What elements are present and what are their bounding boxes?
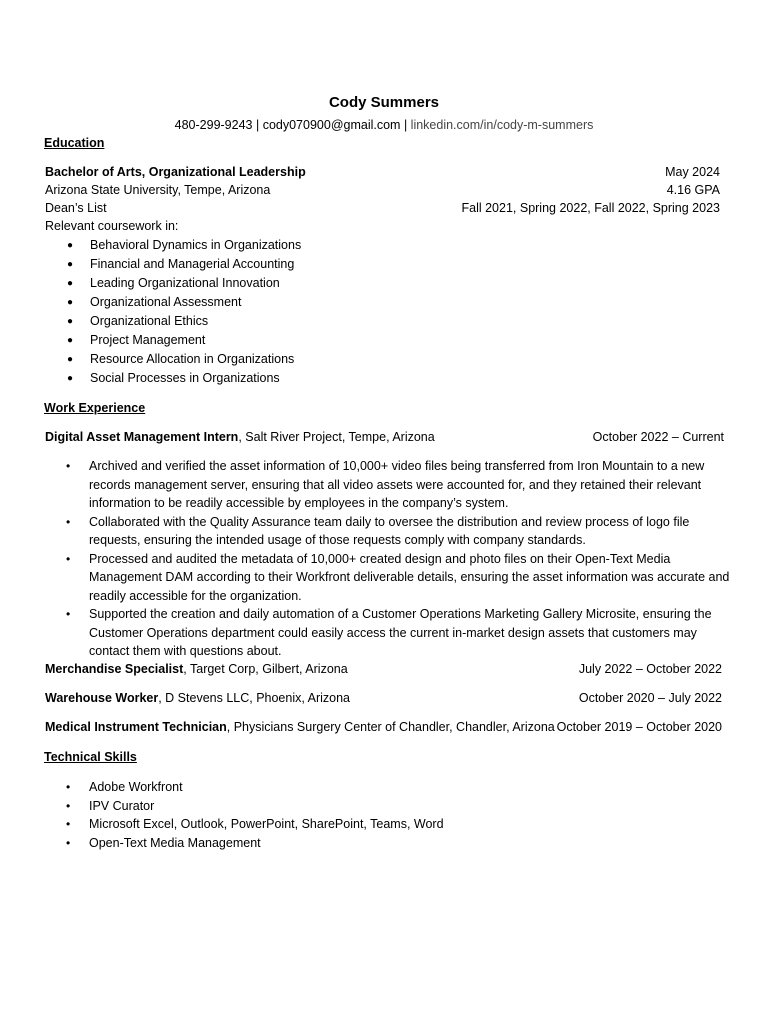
job-dates: October 2019 – October 2020 bbox=[556, 720, 722, 734]
course-list bbox=[45, 236, 301, 388]
job-row bbox=[45, 430, 722, 444]
degree: Bachelor of Arts, Organizational Leadership bbox=[45, 165, 306, 179]
list-item: • Collaborated with the Quality Assurance team daily to oversee the distribution and review process of logo file requests, ensuring the intended usage of those requests comply with company standards. bbox=[45, 513, 730, 550]
list-item: • Processed and audited the metadata of 10,000+ created design and photo files on their Open-Text Media Management DAM according to their Workfront deliverable details, ensuring the asset information was accurate and readily accessible for the organization. bbox=[45, 550, 730, 606]
list-item: • Microsoft Excel, Outlook, PowerPoint, SharePoint, Teams, Word bbox=[45, 815, 730, 834]
job-row bbox=[45, 720, 722, 734]
gpa: 4.16 GPA bbox=[666, 183, 720, 197]
list-item: ● Social Processes in Organizations bbox=[45, 369, 301, 388]
list-item: ● Organizational Ethics bbox=[45, 312, 301, 331]
honor: Dean’s List bbox=[45, 201, 107, 215]
list-item: ● Financial and Managerial Accounting bbox=[45, 255, 301, 274]
graduation-date: May 2024 bbox=[665, 165, 720, 179]
coursework-label: Relevant coursework in: bbox=[45, 219, 179, 233]
job-dates: October 2022 – Current bbox=[592, 430, 724, 444]
contact-line bbox=[0, 118, 768, 132]
list-item: ● Behavioral Dynamics in Organizations bbox=[45, 236, 301, 255]
job-dates: July 2022 – October 2022 bbox=[578, 662, 722, 676]
degree-row bbox=[45, 165, 722, 179]
list-item: • Adobe Workfront bbox=[45, 778, 730, 797]
list-item: • IPV Curator bbox=[45, 797, 730, 816]
job-title: Warehouse Worker bbox=[45, 691, 159, 705]
list-item: • Supported the creation and daily automation of a Customer Operations Marketing Gallery Microsite, ensuring the Customer Operations department could easily access the current in-market design assets that customers may contact them with questions about. bbox=[45, 605, 730, 661]
list-item: ● Leading Organizational Innovation bbox=[45, 274, 301, 293]
job-title: Medical Instrument Technician bbox=[45, 720, 227, 734]
work-heading: Work Experience bbox=[44, 401, 146, 415]
school: Arizona State University, Tempe, Arizona bbox=[45, 183, 271, 197]
skills-list bbox=[45, 778, 730, 852]
job-title: Digital Asset Management Intern bbox=[45, 430, 239, 444]
job-detail: , Target Corp, Gilbert, Arizona bbox=[183, 662, 348, 676]
honor-row bbox=[45, 201, 722, 215]
job-row bbox=[45, 662, 722, 676]
candidate-name: Cody Summers bbox=[328, 94, 440, 111]
job-bullets bbox=[45, 457, 730, 661]
coursework-label-row bbox=[45, 219, 722, 233]
honor-terms: Fall 2021, Spring 2022, Fall 2022, Spring 2023 bbox=[461, 201, 720, 215]
linkedin-link[interactable]: linkedin.com/in/cody-m-summers bbox=[410, 118, 594, 132]
job-dates: October 2020 – July 2022 bbox=[578, 691, 722, 705]
list-item: ● Resource Allocation in Organizations bbox=[45, 350, 301, 369]
job-detail: , Physicians Surgery Center of Chandler, Chandler, Arizona bbox=[226, 720, 555, 734]
list-item: • Open-Text Media Management bbox=[45, 834, 730, 853]
phone: 480-299-9243 bbox=[174, 118, 253, 132]
job-detail: , Salt River Project, Tempe, Arizona bbox=[238, 430, 435, 444]
job-detail: , D Stevens LLC, Phoenix, Arizona bbox=[158, 691, 351, 705]
list-item: • Archived and verified the asset information of 10,000+ video files being transferred from Iron Mountain to a new records management server, ensuring that all video assets were accounted for, and they retained their relevant information to be readily accessible by employees in the company’s system. bbox=[45, 457, 730, 513]
separator: | bbox=[252, 118, 263, 132]
list-item: ● Project Management bbox=[45, 331, 301, 350]
separator: | bbox=[400, 118, 411, 132]
job-title: Merchandise Specialist bbox=[45, 662, 184, 676]
job-row bbox=[45, 691, 722, 705]
email: cody070900@gmail.com bbox=[262, 118, 401, 132]
school-row bbox=[45, 183, 722, 197]
education-heading: Education bbox=[44, 136, 105, 150]
skills-heading: Technical Skills bbox=[44, 750, 137, 764]
list-item: ● Organizational Assessment bbox=[45, 293, 301, 312]
